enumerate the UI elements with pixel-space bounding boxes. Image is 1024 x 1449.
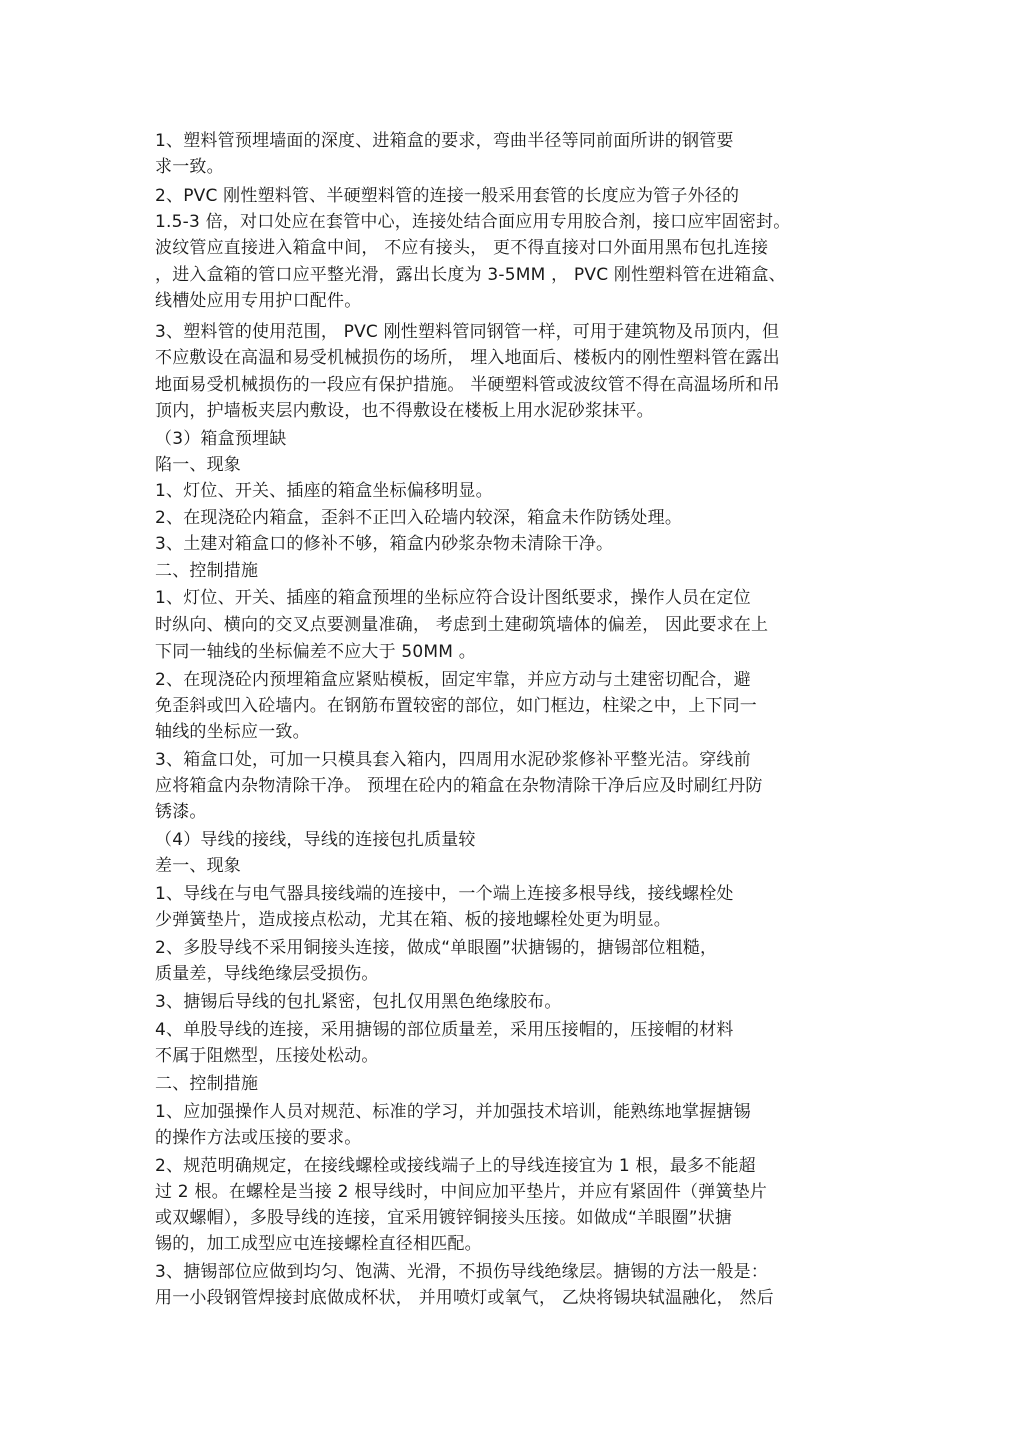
text-line: 或双螺帽），多股导线的连接，宜采用镀锌铜接头压接。如做成“羊眼圈”状搪 bbox=[155, 1208, 733, 1228]
text-line: 用一小段钢管焊接封底做成杯状， 并用喷灯或氧气， 乙炔将锡块轼温融化， 然后 bbox=[155, 1288, 774, 1308]
text-line: 1、导线在与电气器具接线端的连接中，一个端上连接多根导线，接线螺栓处 bbox=[155, 884, 734, 904]
text-line: 少弹簧垫片，造成接点松动，尤其在箱、板的接地螺栓处更为明显。 bbox=[155, 910, 671, 930]
text-line: 1、灯位、开关、插座的箱盒预埋的坐标应符合设计图纸要求，操作人员在定位 bbox=[155, 588, 751, 608]
text-line: 求一致。 bbox=[155, 157, 224, 177]
text-line: 应将箱盒内杂物清除干净。 预埋在砼内的箱盒在杂物清除干净后应及时刷红丹防 bbox=[155, 776, 763, 796]
text-line: 轴线的坐标应一致。 bbox=[155, 722, 310, 742]
text-line: 过 2 根。在螺栓是当接 2 根导线时，中间应加平垫片，并应有紧固件（弹簧垫片 bbox=[155, 1182, 768, 1202]
text-line: 质量差，导线绝缘层受损伤。 bbox=[155, 964, 379, 984]
text-line: 3、搪锡部位应做到均匀、饱满、光滑，不损伤导线绝缘层。搪锡的方法一般是： bbox=[155, 1262, 769, 1282]
text-line: 地面易受机械损伤的一段应有保护措施。 半硬塑料管或波纹管不得在高温场所和吊 bbox=[155, 375, 780, 395]
text-line: 不属于阻燃型，压接处松动。 bbox=[155, 1046, 379, 1066]
text-line: 1、应加强操作人员对规范、标准的学习，并加强技术培训，能熟练地掌握搪锡 bbox=[155, 1102, 751, 1122]
text-line: 2、在现浇砼内箱盒，歪斜不正凹入砼墙内较深，箱盒未作防锈处理。 bbox=[155, 508, 683, 528]
text-line: 3、土建对箱盒口的修补不够，箱盒内砂浆杂物未清除干净。 bbox=[155, 534, 614, 554]
text-line: （4）导线的接线，导线的连接包扎质量较 bbox=[155, 830, 476, 850]
text-line: 1、灯位、开关、插座的箱盒坐标偏移明显。 bbox=[155, 481, 493, 501]
text-line: 陷一、现象 bbox=[155, 455, 241, 475]
text-line: 的操作方法或压接的要求。 bbox=[155, 1128, 362, 1148]
text-line: 3、搪锡后导线的包扎紧密，包扎仅用黑色绝缘胶布。 bbox=[155, 992, 562, 1012]
text-line: 2、PVC 刚性塑料管、半硬塑料管的连接一般采用套管的长度应为管子外径的 bbox=[155, 186, 740, 206]
text-line: 免歪斜或凹入砼墙内。在钢筋布置较密的部位，如门框边，柱梁之中，上下同一 bbox=[155, 696, 757, 716]
text-line: 1.5-3 倍，对口处应在套管中心，连接处结合面应用专用胶合剂，接口应牢固密封。 bbox=[155, 212, 791, 232]
text-line: 锈漆。 bbox=[155, 802, 207, 822]
text-line: 时纵向、横向的交叉点要测量准确， 考虑到土建砌筑墙体的偏差， 因此要求在上 bbox=[155, 615, 769, 635]
text-line: ，进入盒箱的管口应平整光滑，露出长度为 3-5MM ， PVC 刚性塑料管在进箱盒、 bbox=[155, 265, 786, 285]
text-line: 二、控制措施 bbox=[155, 1074, 259, 1094]
text-line: 2、规范明确规定，在接线螺栓或接线端子上的导线连接宜为 1 根，最多不能超 bbox=[155, 1156, 756, 1176]
text-line: （3）箱盒预埋缺 bbox=[155, 429, 287, 449]
text-line: 顶内，护墙板夹层内敷设，也不得敷设在楼板上用水泥砂浆抹平。 bbox=[155, 401, 654, 421]
text-line: 1、塑料管预埋墙面的深度、进箱盒的要求，弯曲半径等同前面所讲的钢管要 bbox=[155, 131, 734, 151]
text-line: 3、塑料管的使用范围， PVC 刚性塑料管同钢管一样，可用于建筑物及吊顶内，但 bbox=[155, 322, 780, 342]
text-line: 下同一轴线的坐标偏差不应大于 50MM 。 bbox=[155, 642, 476, 662]
text-line: 2、多股导线不采用铜接头连接，做成“单眼圈”状搪锡的，搪锡部位粗糙， bbox=[155, 938, 718, 958]
text-line: 线槽处应用专用护口配件。 bbox=[155, 291, 362, 311]
text-line: 二、控制措施 bbox=[155, 561, 259, 581]
text-line: 锡的，加工成型应屯连接螺栓直径相匹配。 bbox=[155, 1234, 482, 1254]
text-line: 波纹管应直接进入箱盒中间， 不应有接头， 更不得直接对口外面用黑布包扎连接 bbox=[155, 238, 769, 258]
text-line: 3、箱盒口处，可加一只模具套入箱内，四周用水泥砂浆修补平整光洁。穿线前 bbox=[155, 750, 751, 770]
text-line: 不应敷设在高温和易受机械损伤的场所， 埋入地面后、楼板内的刚性塑料管在露出 bbox=[155, 348, 780, 368]
text-line: 4、单股导线的连接，采用搪锡的部位质量差，采用压接帽的，压接帽的材料 bbox=[155, 1020, 734, 1040]
text-line: 差一、现象 bbox=[155, 856, 241, 876]
text-line: 2、在现浇砼内预埋箱盒应紧贴模板，固定牢靠，并应方动与土建密切配合，避 bbox=[155, 670, 751, 690]
